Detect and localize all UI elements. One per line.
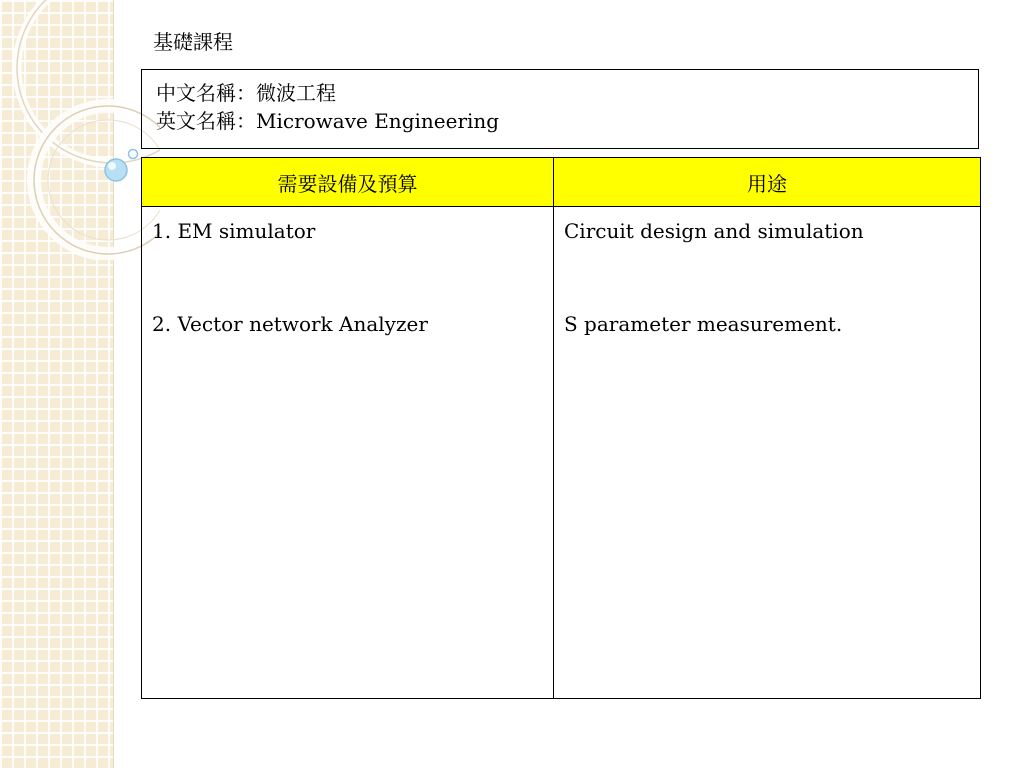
purpose-header: 用途 xyxy=(554,158,981,207)
equipment-item: 1. EM simulator xyxy=(152,219,316,243)
equipment-cell xyxy=(142,207,554,699)
purpose-item: Circuit design and simulation xyxy=(564,219,864,243)
purpose-item: S parameter measurement. xyxy=(564,312,843,336)
english-course-name: 英文名稱：Microwave Engineering xyxy=(156,109,500,133)
chinese-course-name: 中文名稱：微波工程 xyxy=(156,81,336,105)
table-row xyxy=(142,207,981,699)
purpose-cell xyxy=(554,207,981,699)
page-title: 基礎課程 xyxy=(153,30,233,54)
decorative-rings-graphic xyxy=(0,0,160,260)
course-name-box xyxy=(141,69,979,149)
equipment-table xyxy=(141,157,981,699)
table-header-row xyxy=(142,158,981,207)
equipment-item: 2. Vector network Analyzer xyxy=(152,312,428,336)
equipment-budget-header: 需要設備及預算 xyxy=(142,158,554,207)
